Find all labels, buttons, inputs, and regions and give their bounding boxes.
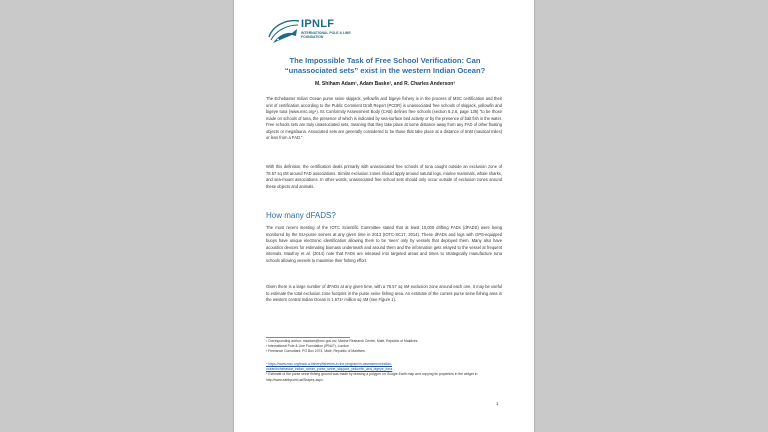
footnotes-references	[266, 362, 502, 383]
footnote: ⁵ Estimate of the purse seine fishing ground was made by drawing a polygon on Google Earth map and copying its properties in the widget in http://www.earthpoint.us/Shapes.aspx.	[266, 372, 478, 382]
section-heading: How many dFADS?	[266, 211, 336, 220]
logo-subtitle: INTERNATIONAL POLE & LINE FOUNDATION	[301, 31, 351, 39]
paragraph: The Echebaster Indian Ocean purse seine skipjack, yellowfin and bigeye fishery is in the process of MSC certification and their unit of certification according to the Public Comment Draft Report (PCDR) is unassociated free schools of skipjack, yellowfin and bigeye tuna (www.msc.org⁴). Its Conformity Assessment Body (CAB) defines free schools (section 5.2.6, page 136) “to be those made on schools of tuna, the presence of which is indicated by sea-surface bird activity or by the presence of bait fish in the water. Free schools sets are truly unassociated sets, meaning that they take place at some distance away from any FAD of other floating objects or megafauna. Associated sets are generally considered to be those that take place at a distance of 5nM (nautical miles) or less from a FAD.”	[266, 96, 502, 140]
logo-wordmark: IPNLF	[301, 18, 335, 30]
footnote: ¹ Corresponding author: msadam@mrc.gov.mv, Marine Research Centre, Malé, Republic of Maldives	[266, 339, 418, 343]
author-list: M. Shiham Adam¹, Adam Baske², and R. Charles Anderson³	[314, 81, 456, 87]
tuna-fish-icon	[267, 15, 301, 47]
footnote: ² International Pole & Line Foundation (IPNLF), London	[266, 344, 349, 349]
paragraph: The most recent meeting of the IOTC Scientific Committee stated that at least 10,000 drifting FADs (dFADS) were being monitored by the EU-purse seiners at any given time in 2013 (IOTC-SC17, 2014). These dFADs and logs with GPS-equipped buoys have unique electronic identification allowing them to be ‘seen’ only by vessels that deployed them. Many also have acoustics devices for estimating biomass underneath and around them and the information gets relayed to the vessel at frequent intervals. Maufroy et al. (2014) note that FADs are released into targeted areas and times to strategically manufacture tuna schools allowing vessels to maximise their fishing effort.	[266, 225, 502, 263]
document-title: The Impossible Task of Free School Verification: Can “unassociated sets” exist in the western Indian Ocean?	[284, 56, 486, 75]
page-number: 1	[496, 401, 499, 406]
footnote-divider	[266, 337, 350, 338]
ipnlf-logo	[267, 15, 357, 49]
document-page	[234, 0, 534, 432]
paragraph: With this definition, the certification deals primarily with unassociated free schools of tuna caught outside an exclusion zone of 78.57 sq nM around FAD associations. Similar exclusion zones should apply around natural logs, marine mammals, whale sharks, and sea-mount associations. In other words, unassociated free school sets should only occur outside of exclusion zones around these objects and animals.	[266, 164, 502, 189]
paragraph: Given there is a large number of dFADs at any given time, with a 78.57 sq nM exclusion zone around each one, it may be useful to estimate the total exclusion zone footprint in the purse seine fishing area. An estimate of the current purse seine fishing area in the western central Indian Ocean is 1.671⁵ million sq nM (see Figure 1).	[266, 284, 502, 302]
footnote: ³ Freelance Consultant, PO Box 2074, Malé, Republic of Maldives.	[266, 349, 366, 354]
footnote[interactable]: ⁴ https://www.msc.org/track-a-fishery/fisheries-in-the-program/in-assessment/indian-ocean/echebastar_indian_ocean_purse_seine_skipjack_yellowfin_and_bigeye_tuna	[266, 362, 393, 372]
footnotes-affiliations	[266, 339, 502, 355]
